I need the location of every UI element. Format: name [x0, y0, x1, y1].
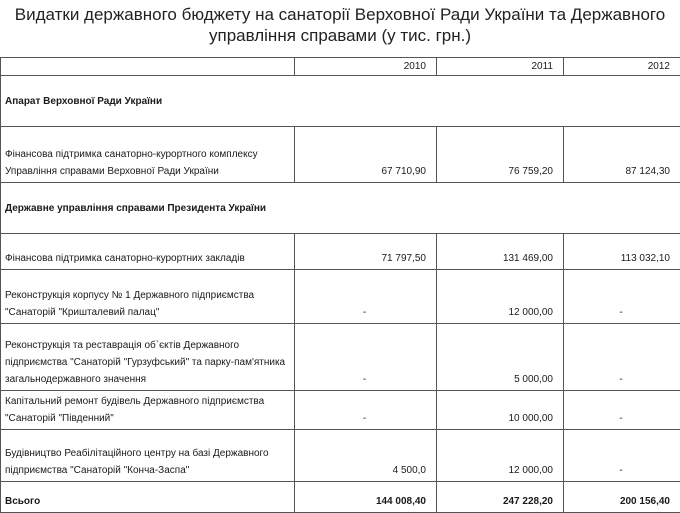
row-label: Фінансова підтримка санаторно-курортного комплексу Управління справами Верховної Ради України [1, 127, 295, 183]
value-2011: 10 000,00 [437, 391, 564, 430]
section-row [1, 183, 680, 234]
row-label: Фінансова підтримка санаторно-курортних закладів [1, 234, 295, 270]
value-2010: 67 710,90 [295, 127, 437, 183]
table-row [1, 430, 680, 482]
value-2012: - [564, 270, 680, 324]
row-label: Реконструкція та реставрація об`єктів Державного підприємства "Санаторій "Гурзуфський" та парку-пам'ятника загальнодержавного значення [1, 324, 295, 391]
table-header-row [1, 58, 680, 76]
section-row [1, 76, 680, 127]
table-row [1, 270, 680, 324]
value-2010: 71 797,50 [295, 234, 437, 270]
value-2012: - [564, 324, 680, 391]
value-2010: - [295, 391, 437, 430]
total-2010: 144 008,40 [295, 482, 437, 513]
budget-table [0, 57, 680, 513]
value-2011: 131 469,00 [437, 234, 564, 270]
section-title-president-administration: Державне управління справами Президента України [1, 183, 564, 234]
total-label: Всього [1, 482, 295, 513]
value-2012: 113 032,10 [564, 234, 680, 270]
header-cell-label [1, 58, 295, 76]
total-2012: 200 156,40 [564, 482, 680, 513]
header-cell-2012: 2012 [564, 58, 680, 76]
total-2011: 247 228,20 [437, 482, 564, 513]
table-row [1, 324, 680, 391]
header-cell-2010: 2010 [295, 58, 437, 76]
row-label: Капітальний ремонт будівель Державного підприємства "Санаторій "Південний" [1, 391, 295, 430]
value-2011: 12 000,00 [437, 430, 564, 482]
row-label: Реконструкція корпусу № 1 Державного підприємства "Санаторій "Кришталевий палац" [1, 270, 295, 324]
value-2011: 76 759,20 [437, 127, 564, 183]
row-label: Будівництво Реабілітаційного центру на базі Державного підприємства "Санаторій "Конча-Заспа" [1, 430, 295, 482]
value-2012: 87 124,30 [564, 127, 680, 183]
total-row [1, 482, 680, 513]
value-2010: - [295, 324, 437, 391]
table-row [1, 127, 680, 183]
header-cell-2011: 2011 [437, 58, 564, 76]
value-2010: - [295, 270, 437, 324]
value-2011: 5 000,00 [437, 324, 564, 391]
value-2010: 4 500,0 [295, 430, 437, 482]
table-row [1, 234, 680, 270]
value-2012: - [564, 430, 680, 482]
table-row [1, 391, 680, 430]
section-title-verkhovna-rada: Апарат Верховної Ради України [1, 76, 564, 127]
page-title: Видатки державного бюджету на санаторії Верховної Ради України та Державного управління справами (у тис. грн.) [0, 4, 680, 46]
value-2012: - [564, 391, 680, 430]
value-2011: 12 000,00 [437, 270, 564, 324]
